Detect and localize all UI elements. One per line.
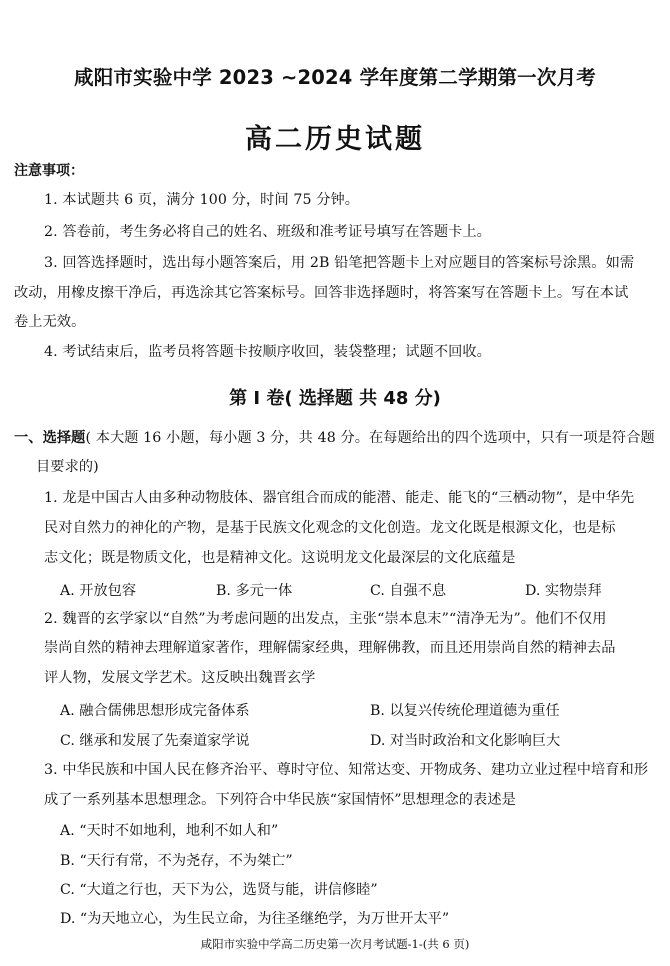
note-line-3b: 改动，用橡皮擦干净后，再选涂其它答案标号。回答非选择题时，将答案写在答题卡上。写在本试	[14, 285, 629, 301]
notes-heading: 注意事项：	[14, 163, 84, 179]
q1-option-c[interactable]: C. 自强不息	[370, 583, 447, 599]
q1-line-2: 民对自然力的神化的产物，是基于民族文化观念的文化创造。龙文化既是根源文化，也是标	[44, 520, 616, 536]
q1-line-1: 1. 龙是中国古人由多种动物肢体、器官组合而成的能潜、能走、能飞的“三栖动物”，是中华先	[44, 490, 635, 506]
subject-title: 高二历史试题	[245, 124, 425, 155]
q3-line-2: 成了一系列基本思想理念。下列符合中华民族“家国情怀”思想理念的表述是	[44, 792, 516, 808]
exam-title: 咸阳市实验中学 2023 ~2024 学年度第二学期第一次月考	[74, 66, 596, 89]
q3-option-c[interactable]: C. “大道之行也，天下为公，选贤与能，讲信修睦”	[60, 882, 378, 898]
q2-line-3: 评人物，发展文学艺术。这反映出魏晋玄学	[44, 670, 316, 686]
q2-option-b[interactable]: B. 以复兴传统伦理道德为重任	[370, 703, 560, 719]
q1-option-a[interactable]: A. 开放包容	[60, 583, 137, 599]
note-line-2: 2. 答卷前，考生务必将自己的姓名、班级和准考证号填写在答题卡上。	[44, 224, 491, 240]
section-label: 一、选择题	[14, 430, 86, 446]
q2-line-2: 崇尚自然的精神去理解道家著作，理解儒家经典，理解佛教，而且还用崇尚自然的精神去品	[44, 640, 616, 656]
page-footer: 咸阳市实验中学高二历史第一次月考试题-1-(共 6 页)	[200, 937, 470, 951]
q2-option-d[interactable]: D. 对当时政治和文化影响巨大	[370, 733, 561, 749]
q3-option-b[interactable]: B. “天行有常，不为尧存，不为桀亡”	[60, 853, 293, 869]
q1-line-3: 志文化；既是物质文化，也是精神文化。这说明龙文化最深层的文化底蕴是	[44, 550, 516, 566]
section-instruction-text: ( 本大题 16 小题，每小题 3 分，共 48 分。在每题给出的四个选项中，只有一项是符合题	[85, 430, 655, 446]
q3-line-1: 3. 中华民族和中国人民在修齐治平、尊时守位、知常达变、开物成务、建功立业过程中培育和形	[44, 762, 649, 778]
q1-option-b[interactable]: B. 多元一体	[216, 583, 293, 599]
q3-option-d[interactable]: D. “为天地立心，为生民立命，为往圣继绝学，为万世开太平”	[60, 911, 450, 927]
note-line-1: 1. 本试题共 6 页，满分 100 分，时间 75 分钟。	[44, 192, 360, 208]
q2-line-1: 2. 魏晋的玄学家以“自然”为考虑问题的出发点，主张“崇本息末”“清净无为”。他们不仅用	[44, 611, 607, 627]
q2-option-a[interactable]: A. 融合儒佛思想形成完备体系	[60, 703, 250, 719]
note-line-3a: 3. 回答选择题时，选出每小题答案后，用 2B 铅笔把答题卡上对应题目的答案标号涂黑。如需	[44, 255, 635, 271]
q2-option-c[interactable]: C. 继承和发展了先秦道家学说	[60, 733, 250, 749]
section-instruction	[14, 428, 655, 448]
note-line-3c: 卷上无效。	[14, 314, 86, 330]
section-title: 第 Ⅰ 卷( 选择题 共 48 分)	[229, 388, 441, 409]
section-instruction-cont: 目要求的)	[36, 459, 99, 475]
q1-option-d[interactable]: D. 实物崇拜	[525, 583, 602, 599]
q3-option-a[interactable]: A. “天时不如地利，地利不如人和”	[60, 823, 279, 839]
note-line-4: 4. 考试结束后，监考员将答题卡按顺序收回，装袋整理；试题不回收。	[44, 344, 491, 360]
